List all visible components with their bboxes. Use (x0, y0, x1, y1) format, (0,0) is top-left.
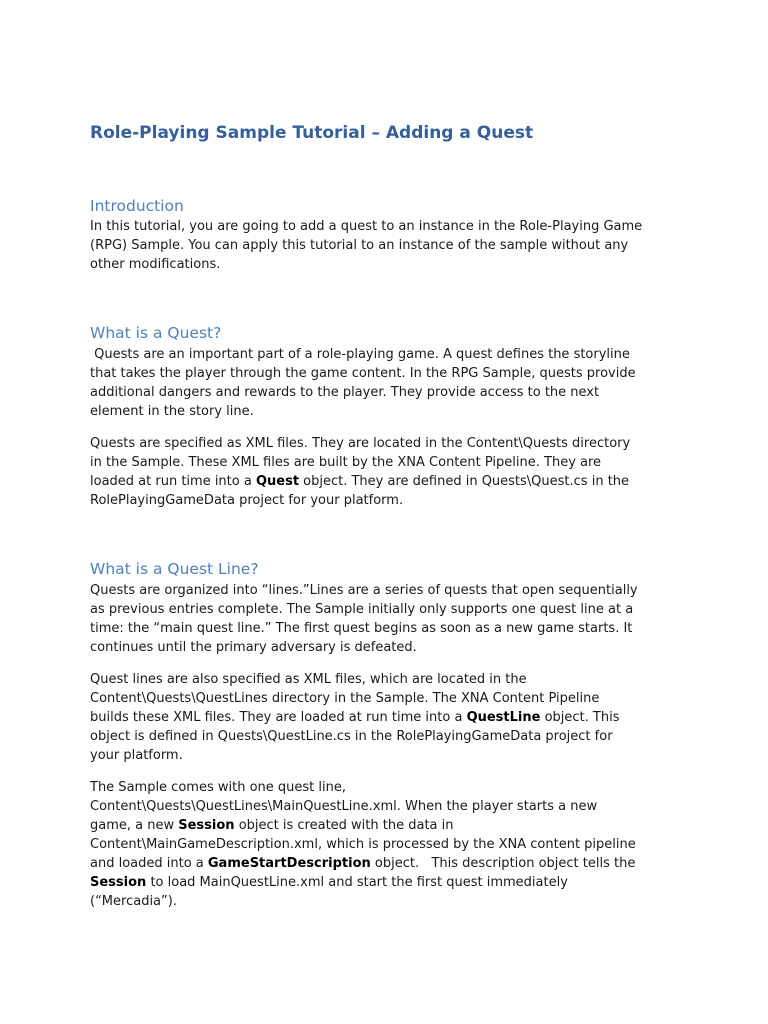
text-line: continues until the primary adversary is defeated. (90, 640, 417, 655)
heading-what-is-a-quest-line: What is a Quest Line? (90, 560, 259, 578)
text-line (90, 708, 680, 727)
text-line (90, 472, 680, 491)
text-line (90, 816, 680, 835)
text-line: that takes the player through the game content. In the RPG Sample, quests provide (90, 366, 636, 381)
text-line: Quests are specified as XML files. They are located in the Content\Quests directory (90, 436, 631, 451)
heading-introduction: Introduction (90, 197, 184, 215)
text-run: object is created with the data in (234, 818, 454, 833)
text-line: Quest lines are also specified as XML files, which are located in the (90, 672, 527, 687)
text-line: additional dangers and rewards to the player. They provide access to the next (90, 385, 600, 400)
paragraph-quest-1 (90, 345, 680, 421)
class-name-questline: QuestLine (466, 710, 541, 725)
class-name-quest: Quest (255, 474, 300, 489)
paragraph-quest-2 (90, 434, 680, 510)
text-line: Content\Quests\QuestLines directory in the Sample. The XNA Content Pipeline (90, 691, 600, 706)
paragraph-questline-1 (90, 581, 680, 657)
class-name-gamestartdescription: GameStartDescription (207, 856, 371, 871)
paragraph-questline-2 (90, 670, 680, 765)
text-line: (RPG) Sample. You can apply this tutorial to an instance of the sample without any (90, 238, 629, 253)
text-line: Quests are an important part of a role-playing game. A quest defines the storyline (90, 347, 630, 362)
text-line: in the Sample. These XML files are built by the XNA Content Pipeline. They are (90, 455, 602, 470)
text-line: as previous entries complete. The Sample initially only supports one quest line at a (90, 602, 634, 617)
text-run: object. This description object tells the (370, 856, 636, 871)
text-line: In this tutorial, you are going to add a quest to an instance in the Role-Playing Game (90, 219, 643, 234)
text-run: loaded at run time into a (90, 474, 256, 489)
text-line: your platform. (90, 748, 183, 763)
text-run: builds these XML files. They are loaded at run time into a (90, 710, 467, 725)
text-line: (“Mercadia”). (90, 894, 177, 909)
text-line: The Sample comes with one quest line, (90, 780, 346, 795)
text-line: Content\MainGameDescription.xml, which is processed by the XNA content pipeline (90, 837, 636, 852)
text-line: element in the story line. (90, 404, 254, 419)
heading-what-is-a-quest: What is a Quest? (90, 324, 222, 342)
text-line: object is defined in Quests\QuestLine.cs in the RolePlayingGameData project for (90, 729, 613, 744)
text-run: object. They are defined in Quests\Quest.cs in the (299, 474, 630, 489)
class-name-session: Session (90, 875, 147, 890)
text-run: game, a new (90, 818, 179, 833)
text-line (90, 873, 680, 892)
text-run: to load MainQuestLine.xml and start the first quest immediately (146, 875, 568, 890)
document-title: Role-Playing Sample Tutorial – Adding a Quest (90, 123, 534, 143)
text-line: RolePlayingGameData project for your platform. (90, 493, 404, 508)
paragraph-questline-3 (90, 778, 680, 911)
text-run: object. This (540, 710, 620, 725)
class-name-session: Session (178, 818, 235, 833)
text-line: Quests are organized into “lines.”Lines are a series of quests that open sequentially (90, 583, 638, 598)
text-line: time: the “main quest line.” The first quest begins as soon as a new game starts. It (90, 621, 633, 636)
text-run: and loaded into a (90, 856, 208, 871)
paragraph-introduction (90, 217, 680, 274)
text-line (90, 854, 680, 873)
text-line: other modifications. (90, 257, 221, 272)
text-line: Content\Quests\QuestLines\MainQuestLine.xml. When the player starts a new (90, 799, 598, 814)
